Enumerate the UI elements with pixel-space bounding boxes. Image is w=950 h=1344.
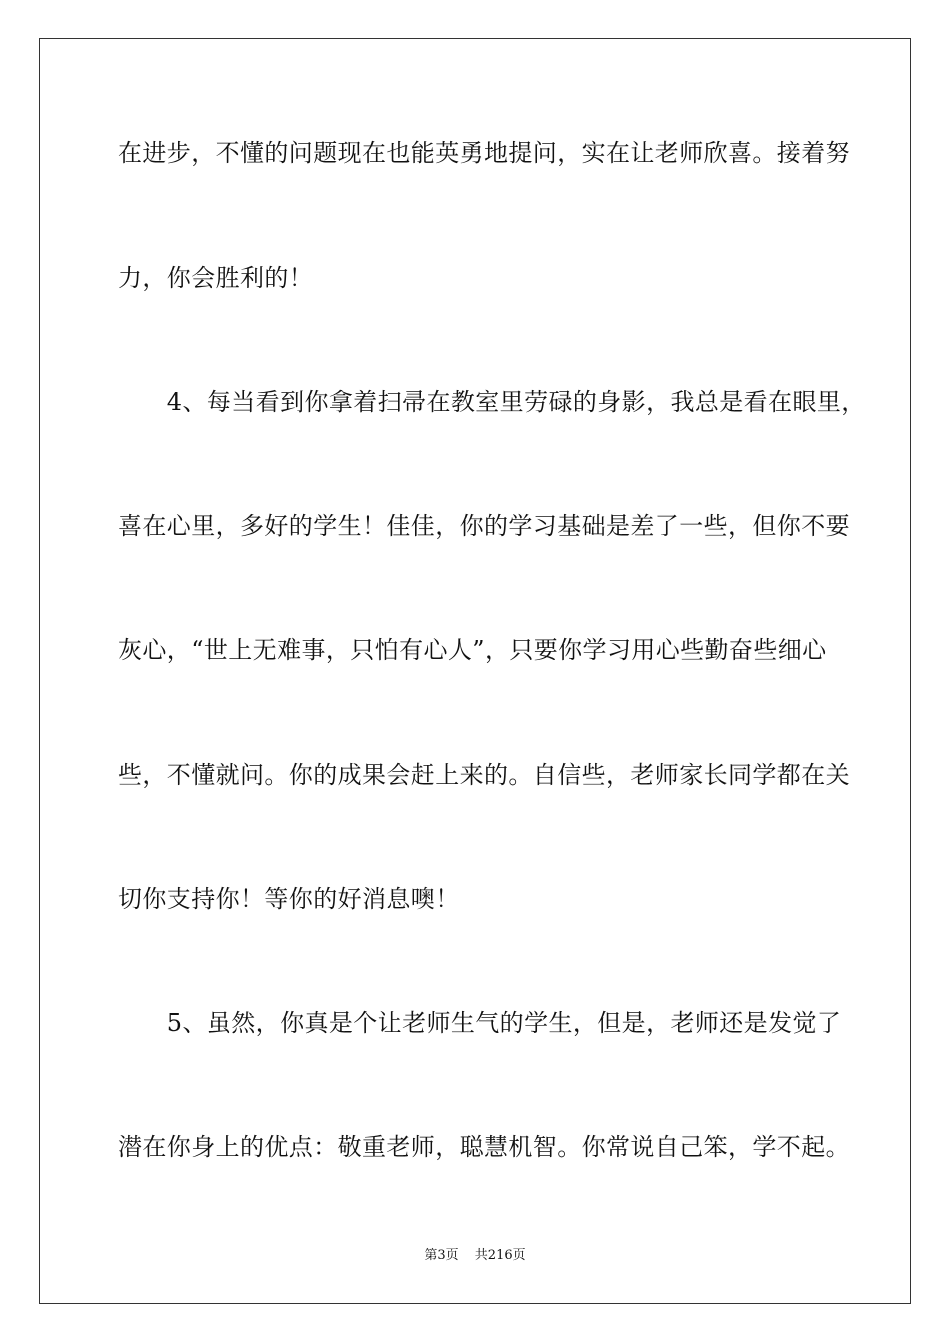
page-border bbox=[39, 38, 911, 1304]
paragraph-line: 力，你会胜利的！ bbox=[118, 264, 314, 292]
paragraph-line: 5、虽然，你真是个让老师生气的学生，但是，老师还是发觉了 bbox=[118, 1009, 842, 1037]
paragraph-line: 灰心，“世上无难事，只怕有心人”，只要你学习用心些勤奋些细心 bbox=[118, 636, 827, 664]
paragraph-line: 喜在心里，多好的学生！佳佳，你的学习基础是差了一些，但你不要 bbox=[118, 512, 850, 540]
total-pages: 共216页 bbox=[474, 1248, 526, 1263]
paragraph-line: 潜在你身上的优点：敬重老师，聪慧机智。你常说自己笨，学不起。 bbox=[118, 1133, 850, 1161]
paragraph-line: 些，不懂就问。你的成果会赶上来的。自信些，老师家长同学都在关 bbox=[118, 761, 850, 789]
page-footer bbox=[0, 1248, 950, 1264]
paragraph-line: 切你支持你！等你的好消息噢！ bbox=[118, 885, 460, 913]
paragraph-line: 在进步，不懂的问题现在也能英勇地提问，实在让老师欣喜。接着努 bbox=[118, 139, 850, 167]
page-number: 第3页 bbox=[424, 1248, 459, 1263]
paragraph-line: 4、每当看到你拿着扫帚在教室里劳碌的身影，我总是看在眼里， bbox=[118, 388, 866, 416]
